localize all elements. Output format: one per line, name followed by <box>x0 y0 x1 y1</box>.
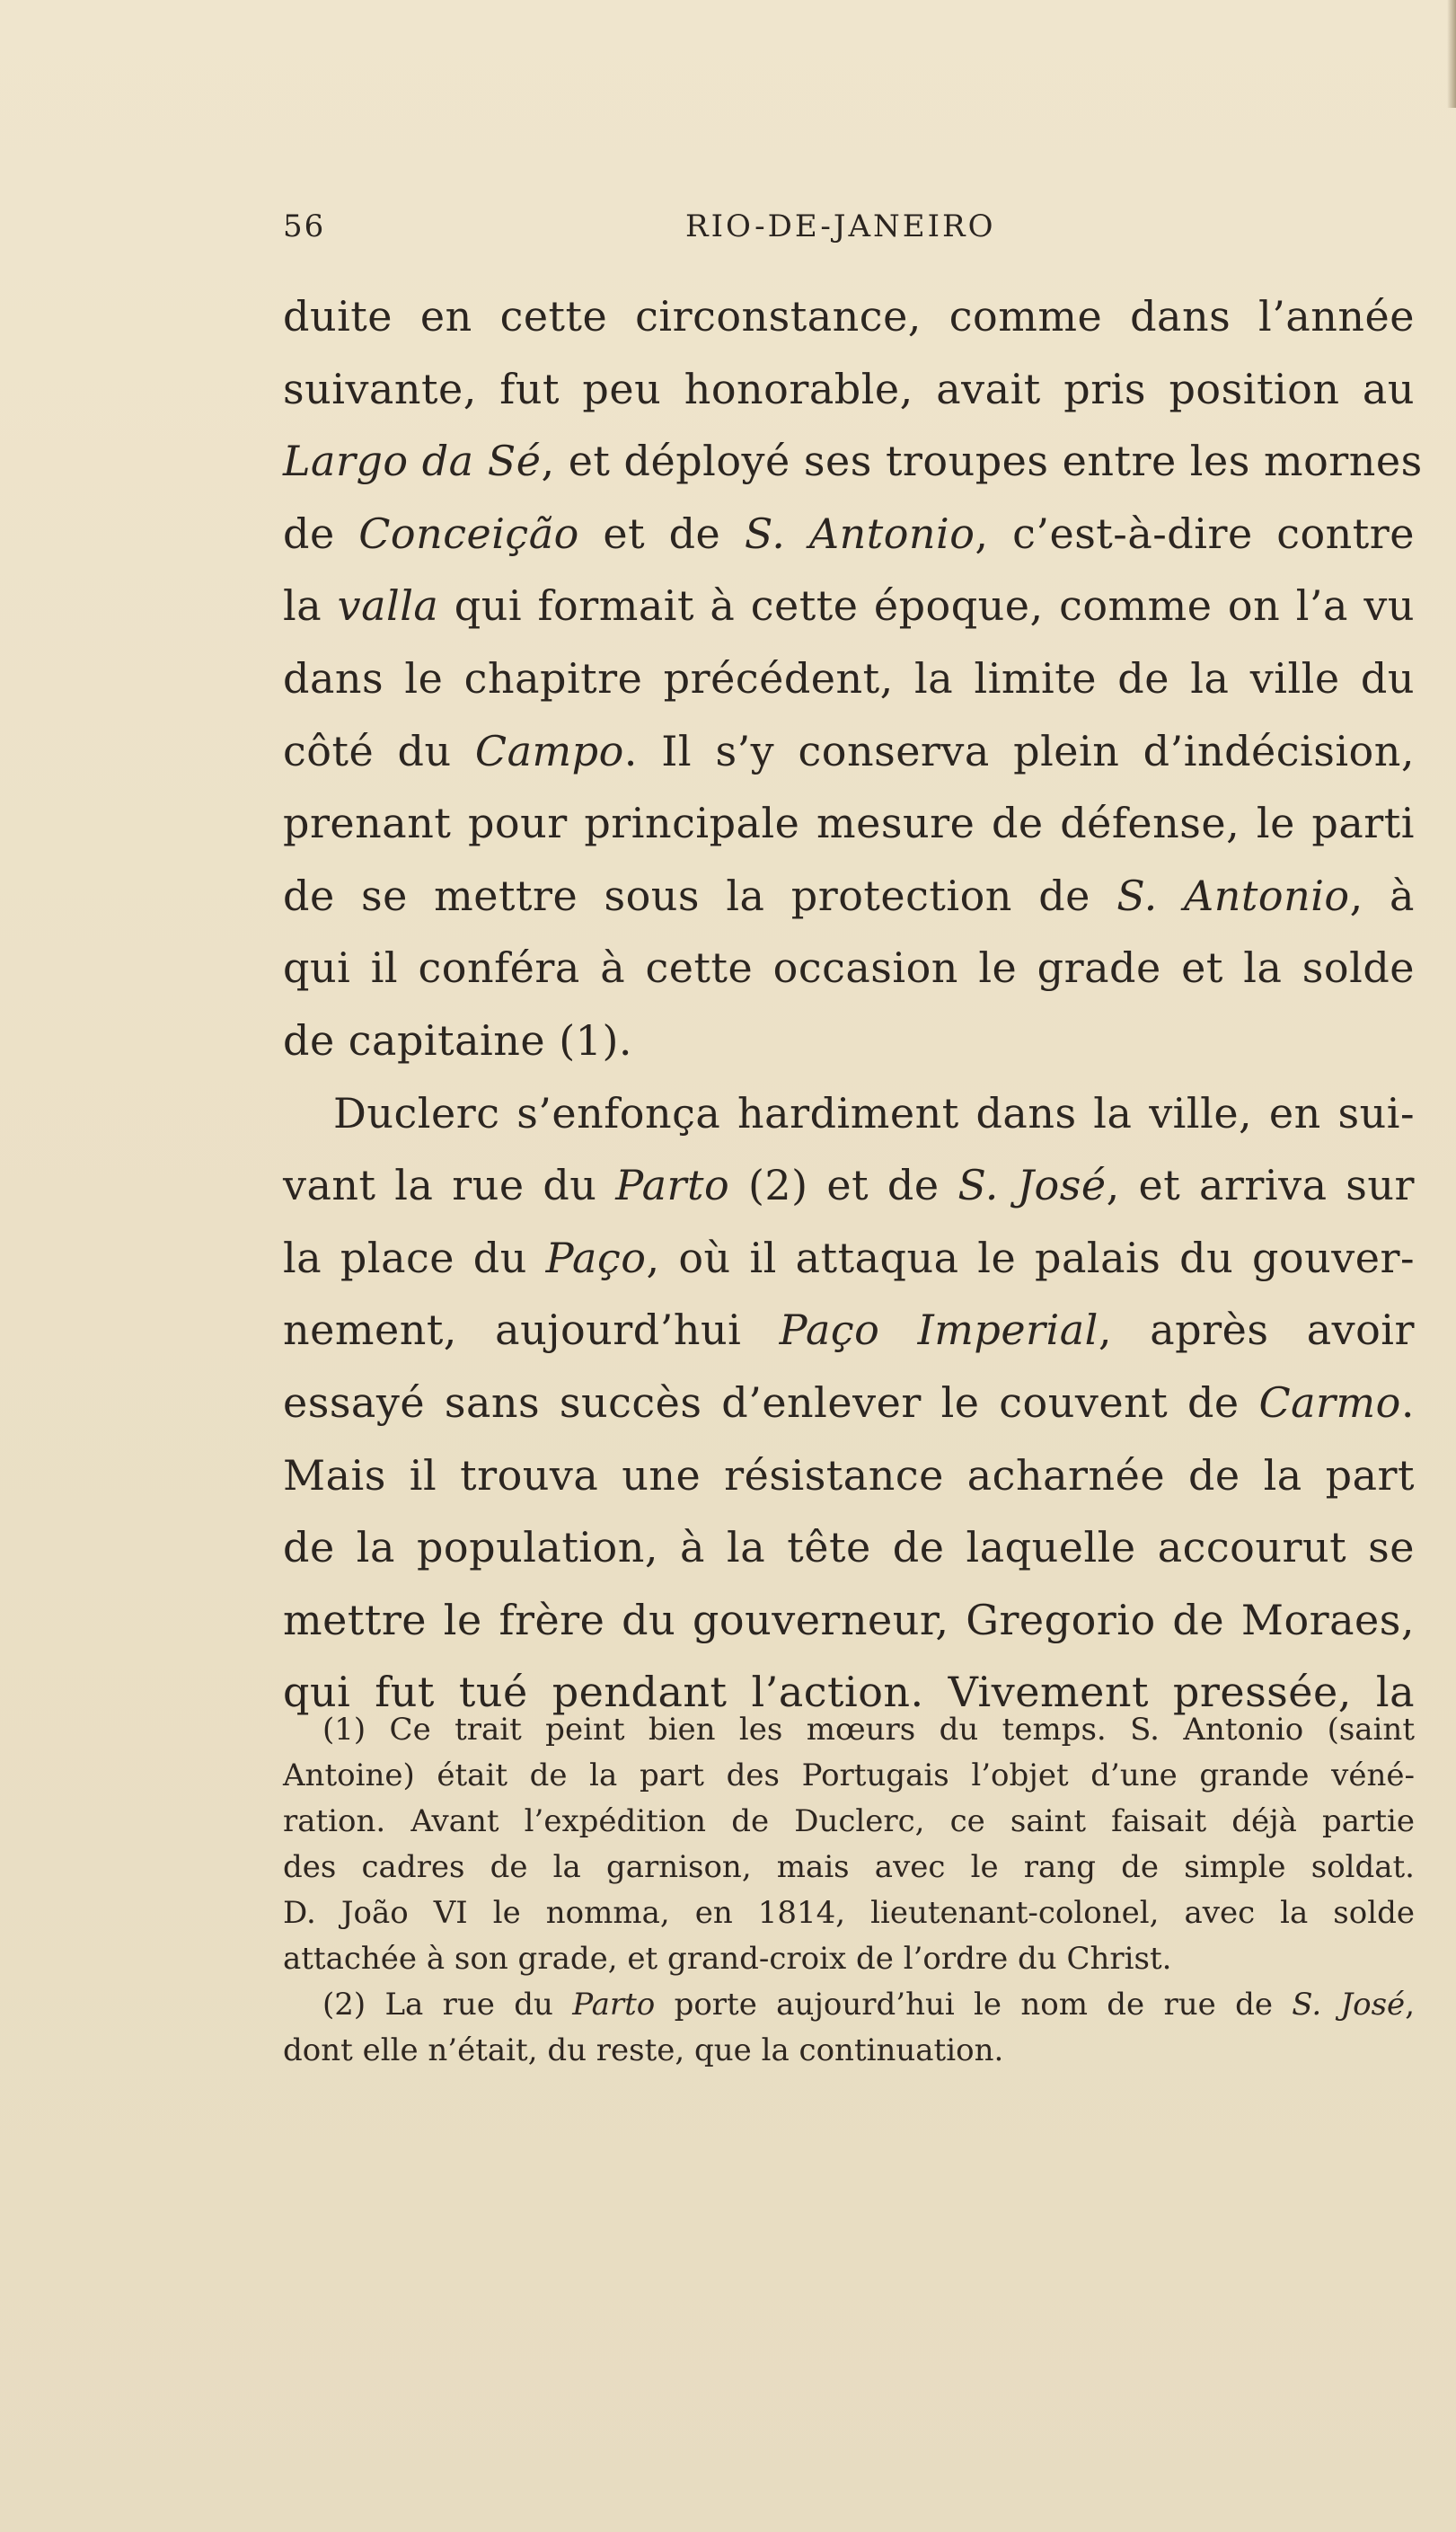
text-line <box>283 1149 1415 1222</box>
text-run: vant la rue du <box>283 1161 616 1210</box>
text-run: , c’est-à-dire contre <box>975 509 1415 558</box>
footnote-1-line <box>283 1890 1415 1936</box>
text-line <box>283 498 1415 571</box>
text-line <box>283 787 1415 860</box>
text-run: , et arriva sur <box>1106 1161 1415 1210</box>
page-header <box>283 208 1415 253</box>
italic-run: S. Antonio <box>744 509 975 558</box>
text-run: la place du <box>283 1233 546 1282</box>
text-run: côté du <box>283 726 475 775</box>
italic-run: Conceição <box>358 509 579 558</box>
text-run: qui formait à cette époque, comme on l’a vu <box>438 581 1415 631</box>
text-line <box>283 1584 1415 1657</box>
footnote-1-line <box>283 1845 1415 1890</box>
footnote-1-line <box>283 1707 1415 1753</box>
footnote-2-line <box>283 1982 1415 2028</box>
italic-run: Campo <box>474 726 624 775</box>
text-run: , et déployé ses troupes entre les mornes <box>541 437 1423 486</box>
running-title: RIO-DE-JANEIRO <box>685 208 996 244</box>
text-run: , où il attaqua le palais du gouver- <box>646 1233 1415 1282</box>
italic-run: Largo da Sé <box>283 437 542 486</box>
text-run: dans le chapitre précédent, la limite de la ville du <box>283 653 1415 703</box>
text-run: suivante, fut peu honorable, avait pris position au <box>283 364 1415 413</box>
text-run: de <box>283 509 359 558</box>
text-line <box>283 570 1415 642</box>
text-line <box>283 642 1415 715</box>
text-line <box>283 1005 1415 1077</box>
body-text <box>283 280 1423 1729</box>
footnote-1-line <box>283 1799 1415 1845</box>
text-run: attachée à son grade, et grand-croix de l’ordre du Christ. <box>283 1941 1172 1977</box>
italic-run: Carmo <box>1258 1377 1401 1427</box>
italic-run: valla <box>337 581 439 631</box>
footnote-1-line <box>283 1936 1415 1982</box>
text-run: qui fut tué pendant l’action. Vivement pressée, la <box>283 1668 1415 1717</box>
italic-run: Paço Imperial <box>779 1306 1099 1355</box>
text-run: Mais il trouva une résistance acharnée de la part <box>283 1450 1415 1500</box>
paragraph-start-line <box>283 1077 1415 1150</box>
text-run: duite en cette circonstance, comme dans l’année <box>283 292 1415 341</box>
italic-run: S. José <box>1292 1987 1406 2023</box>
text-run: ration. Avant l’expédition de Duclerc, ce saint faisait déjà partie <box>283 1803 1415 1839</box>
text-run: des cadres de la garnison, mais avec le rang de simple soldat. <box>283 1849 1415 1885</box>
text-run: prenant pour principale mesure de défense, le parti <box>283 799 1415 848</box>
text-run: D. João VI le nomma, en 1814, lieutenant-colonel, avec la solde <box>283 1895 1415 1931</box>
text-line <box>283 932 1415 1005</box>
text-run: Antoine) était de la part des Portugais l’objet d’une grande véné- <box>283 1757 1415 1793</box>
text-run: . Il s’y conserva plein d’indécision, <box>623 726 1415 775</box>
page-number: 56 <box>283 208 326 244</box>
italic-run: Parto <box>615 1161 730 1210</box>
footnote-1-line <box>283 1753 1415 1799</box>
text-run: de se mettre sous la protection de <box>283 871 1117 920</box>
text-line <box>283 860 1415 933</box>
text-run: la <box>283 581 338 631</box>
text-run: et de <box>578 509 745 558</box>
text-line <box>283 715 1415 788</box>
italic-run: S. José <box>957 1161 1107 1210</box>
text-line <box>283 1294 1415 1367</box>
text-run: de capitaine (1). <box>283 1015 633 1065</box>
text-line <box>283 1367 1415 1439</box>
text-line <box>283 280 1415 353</box>
text-run: , <box>1405 1987 1415 2023</box>
text-run: porte aujourd’hui le nom de rue de <box>655 1987 1293 2023</box>
footnote-2-line <box>283 2028 1415 2074</box>
text-run: (1) Ce trait peint bien les mœurs du temps. S. Antonio (saint <box>322 1712 1415 1748</box>
text-run: dont elle n’était, du reste, que la continuation. <box>283 2032 1004 2068</box>
text-line <box>283 425 1423 498</box>
text-line <box>283 353 1415 426</box>
text-line <box>283 1222 1415 1295</box>
text-line <box>283 1511 1415 1584</box>
text-run: essayé sans succès d’enlever le couvent de <box>283 1377 1259 1427</box>
italic-run: S. Antonio <box>1116 871 1350 920</box>
text-run: Duclerc s’enfonça hardiment dans la ville, en sui- <box>333 1088 1415 1138</box>
text-run: , à <box>1349 871 1415 920</box>
text-run: (2) La rue du <box>322 1987 573 2023</box>
text-run: qui il conféra à cette occasion le grade et la solde <box>283 943 1415 993</box>
italic-run: Paço <box>545 1233 647 1282</box>
text-run: de la population, à la tête de laquelle accourut se <box>283 1523 1415 1572</box>
text-run: (2) et de <box>729 1161 958 1210</box>
footnotes <box>283 1707 1415 2074</box>
italic-run: Parto <box>572 1987 656 2023</box>
text-line <box>283 1439 1415 1512</box>
text-run: , après avoir <box>1098 1306 1415 1355</box>
page-edge-shadow <box>1447 0 1456 108</box>
text-run: nement, aujourd’hui <box>283 1306 780 1355</box>
text-run: mettre le frère du gouverneur, Gregorio de Moraes, <box>283 1595 1415 1644</box>
text-run: . <box>1400 1377 1415 1427</box>
